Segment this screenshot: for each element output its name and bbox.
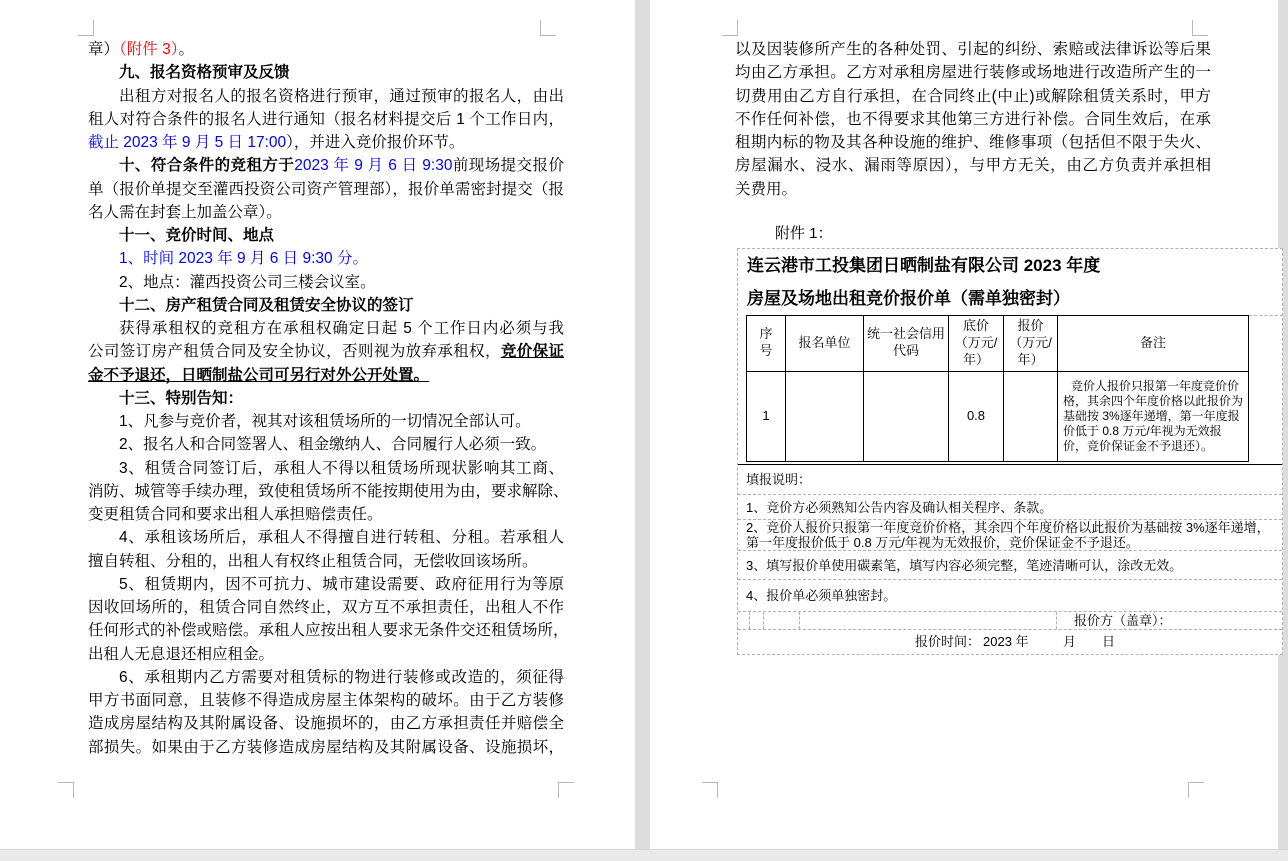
text-line [88, 38, 564, 61]
text-run: 消防、城管等手续办理，致使租赁场所不能按期使用为由，要求解除、 [88, 482, 569, 500]
text-line [88, 294, 564, 317]
text-line [735, 61, 1211, 84]
attachment-label: 附件 1： [775, 225, 833, 242]
note-item: 1、竞价方必须熟知公告内容及确认相关程序、条款。 [738, 495, 1282, 520]
attachment-title-line2: 房屋及场地出租竞价报价单（需单独密封） [747, 289, 1070, 308]
text-run: 擅自转租、分租的，出租人有权终止租赁合同，无偿收回该场所。 [88, 552, 538, 570]
text-line [88, 271, 564, 294]
gridline-segment [1249, 315, 1283, 316]
text-run: 造成房屋结构及其附属设备、设施损坏的，由乙方承担责任并赔偿全 [88, 715, 564, 733]
text-run: 竞价保证 [500, 343, 564, 361]
text-line [88, 689, 564, 712]
date-label: 报价时间： [915, 633, 981, 649]
text-line [88, 108, 564, 131]
text-run: 2023 年 9 月 6 日 9:30 [294, 157, 453, 175]
notes-title: 填报说明： [738, 465, 1282, 495]
text-run: 1、凡参与竞价者，视其对该租赁场所的一切情况全部认可。 [119, 413, 531, 430]
gridline-segment [749, 612, 750, 629]
text-run: 十三、特别告知： [119, 389, 244, 407]
text-line [88, 480, 569, 503]
text-run: 名人需在封套上加盖公章）。 [88, 203, 282, 221]
signer-row [738, 612, 1282, 630]
text-run: 十一、竞价时间、地点 [119, 227, 275, 244]
text-run: 前现场提交报价 [452, 157, 564, 175]
note-item: 4、报价单必须单独密封。 [738, 580, 1282, 612]
cell-remark: 竞价人报价只报第一年度竞价价格，其余四个年度价格以此报价为基础按 3%逐年递增，第一年度报价低于 0.8 万元/年视为无效报价，竞价保证金不予退还）。 [1058, 371, 1249, 461]
text-line [88, 619, 569, 642]
cell-bid-price [1004, 371, 1058, 461]
col-header-base-price: 底价（万元/年） [949, 316, 1004, 372]
text-run: 部损失。如果由于乙方装修造成房屋结构及其附属设备、设施损坏， [88, 738, 564, 756]
gridline-segment [799, 612, 800, 629]
text-run: 变更租赁合同和要求出租人承担赔偿责任。 [88, 506, 383, 523]
text-line [88, 85, 564, 108]
page-left-text [88, 38, 569, 759]
text-run: 不作任何补偿，也不得要求其他第三方进行补偿。合同生效后，在承 [735, 110, 1211, 128]
col-header-no: 序号 [747, 316, 786, 372]
text-run: 金不予退还，日晒制盐公司可另行对外公开处置。 [88, 366, 430, 384]
text-run: 关费用。 [735, 180, 798, 198]
col-header-company: 报名单位 [786, 316, 864, 372]
text-run: 均由乙方承担。乙方对承租房屋进行装修或场地进行改造所产生的一 [735, 64, 1211, 82]
text-line [88, 712, 564, 735]
text-run: 房屋漏水、浸水、漏雨等原因），与甲方无关，由乙方负责并承担相 [735, 157, 1211, 175]
text-line [735, 131, 1211, 154]
notes-section [738, 464, 1282, 655]
text-line [88, 433, 564, 456]
text-run: 2、地点：灌西投资公司三楼会议室。 [119, 273, 376, 291]
date-day: 日 [1102, 633, 1116, 649]
date-row [738, 630, 1282, 655]
crop-mark-icon [702, 782, 718, 798]
text-run: 十二、房产租赁合同及租赁安全协议的签订 [119, 296, 414, 314]
cell-base-price: 0.8 [949, 371, 1004, 461]
note-item: 2、竞价人报价只报第一年度竞价价格，其余四个年度价格以此报价为基础按 3%逐年递增，第一年度报价低于 0.8 万元/年视为无效报价，竞价保证金不予退还。 [738, 520, 1282, 551]
text-line [88, 247, 564, 270]
text-line [735, 108, 1211, 131]
gridline-segment [1056, 612, 1057, 629]
text-line [88, 736, 564, 759]
text-run: 6、承租期内乙方需要对租赁标的物进行装修或改造的，须征得 [119, 668, 564, 686]
signer-label: 报价方（盖章）： [1074, 612, 1172, 628]
attachment-box [737, 248, 1283, 655]
page-separator [635, 0, 650, 849]
text-line [88, 410, 564, 433]
text-line [88, 61, 564, 84]
text-run: 5、租赁期内，因不可抗力、城市建设需要、政府征用行为等原 [119, 575, 564, 593]
text-run: 4、承租该场所后，承租人不得擅自进行转租、分租。若承租人 [119, 529, 564, 547]
text-line [88, 573, 564, 596]
text-run: 租期内标的物及其各种设施的维护、维修事项（包括但不限于失火、 [735, 134, 1211, 151]
text-line [88, 457, 564, 480]
text-run: 章） [88, 41, 120, 58]
col-header-bid-price: 报价（万元/年） [1004, 316, 1058, 372]
text-run: 十、符合条件的竞租方于 [119, 157, 295, 175]
text-line [88, 503, 564, 526]
text-line [88, 526, 564, 549]
text-line [88, 317, 564, 340]
col-header-credit-code: 统一社会信用代码 [864, 316, 949, 372]
text-line [735, 178, 1211, 201]
cell-no: 1 [747, 371, 786, 461]
attachment-title-line1: 连云港市工投集团日晒制盐有限公司 2023 年度 [747, 256, 1101, 275]
text-run: 2、报名人和合同签署人、租金缴纳人、合同履行人必须一致。 [119, 436, 547, 454]
text-line [88, 550, 564, 573]
text-line [88, 364, 564, 387]
date-month: 月 [1063, 633, 1077, 649]
text-line [88, 224, 564, 247]
text-run: 截止 2023 年 9 月 5 日 17:00 [88, 134, 287, 151]
text-line [88, 643, 564, 666]
text-line [88, 201, 564, 224]
text-line [88, 178, 564, 201]
crop-mark-icon [722, 20, 738, 36]
gridline-segment [763, 612, 764, 629]
crop-mark-icon [1188, 782, 1204, 798]
text-run: 公司签订房产租赁合同及安全协议，否则视为放弃承租权， [88, 343, 501, 361]
text-run: 。 [178, 41, 194, 58]
crop-mark-icon [1192, 20, 1208, 36]
note-item: 3、填写报价单使用碳素笔，填写内容必须完整，笔迹清晰可认，涂改无效。 [738, 551, 1282, 580]
text-run: 出租人无息退还相应租金。 [88, 645, 275, 663]
crop-mark-icon [78, 20, 94, 36]
text-run: 任何形式的补偿或赔偿。承租人应按出租人要求无条件交还租赁场所， [88, 622, 569, 640]
price-table [746, 315, 1249, 462]
crop-mark-icon [540, 20, 556, 36]
date-year: 2023 年 [983, 633, 1029, 649]
text-run: （附件 3） [119, 41, 179, 58]
cell-credit-code [864, 371, 949, 461]
text-line [735, 85, 1211, 108]
text-line [88, 387, 564, 410]
text-run: 甲方书面同意，且装修不得造成房屋主体架构的破坏。由于乙方装修 [88, 692, 564, 709]
text-run: 1、时间 2023 年 9 月 6 日 9:30 分。 [119, 250, 368, 268]
text-run: 因收回场所的，租赁合同自然终止，双方互不承担责任，出租人不作 [88, 599, 564, 616]
bottom-scroll-strip[interactable] [0, 849, 1288, 861]
text-line [735, 154, 1211, 177]
text-line [735, 38, 1211, 61]
col-header-remark: 备注 [1058, 316, 1249, 372]
text-line [88, 131, 564, 154]
text-run: 以及因装修所产生的各种处罚、引起的纠纷、索赔或法律诉讼等后果 [735, 41, 1211, 58]
text-line [88, 154, 564, 177]
text-run: 3、租赁合同签订后，承租人不得以租赁场所现状影响其工商、 [119, 459, 564, 477]
text-run: 九、报名资格预审及反馈 [119, 64, 290, 82]
text-run: 切费用由乙方自行承担，在合同终止(中止)或解除租赁关系时，甲方 [735, 87, 1211, 105]
text-line [88, 340, 564, 363]
cell-company [786, 371, 864, 461]
text-run: 租人对符合条件的报名人进行通知（报名材料提交后 1 个工作日内， [88, 110, 564, 128]
table-row [747, 371, 1249, 461]
text-line [88, 666, 564, 689]
text-run: 获得承租权的竞租方在承租权确定日起 5 个工作日内必须与我 [119, 320, 564, 337]
crop-mark-icon [58, 782, 74, 798]
text-run: 单（报价单提交至灌西投资公司资产管理部），报价单需密封提交（报 [88, 180, 564, 198]
page-right-text [735, 38, 1211, 201]
crop-mark-icon [558, 782, 574, 798]
text-run: 出租方对报名人的报名资格进行预审，通过预审的报名人，由出 [119, 87, 564, 105]
text-run: ），并进入竞价报价环节。 [286, 134, 465, 151]
text-line [88, 596, 564, 619]
